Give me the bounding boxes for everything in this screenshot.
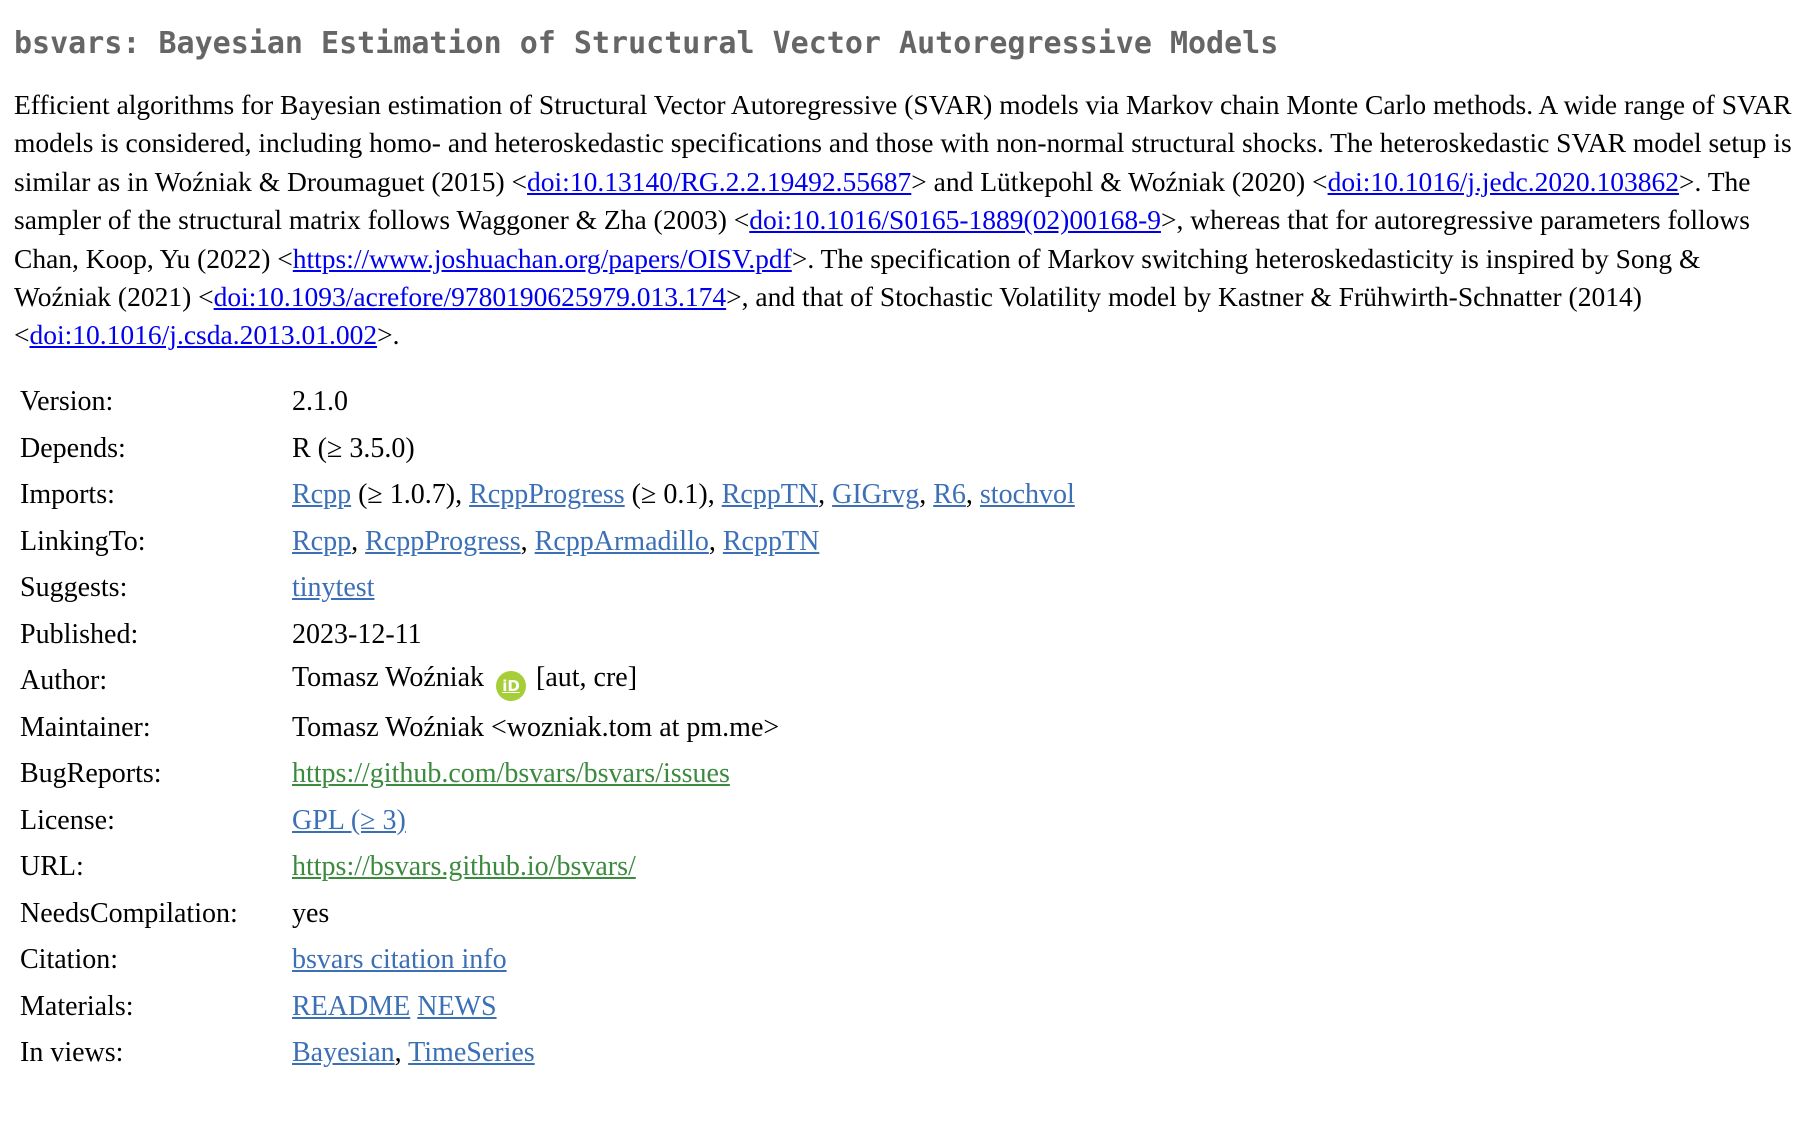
meta-label: Depends: — [20, 432, 126, 464]
meta-row-imports — [14, 472, 1081, 519]
view-link-bayesian[interactable]: Bayesian — [292, 1037, 395, 1069]
meta-row-url — [14, 844, 1081, 891]
package-link-rcpp[interactable]: Rcpp — [292, 479, 352, 511]
meta-label: LinkingTo: — [20, 525, 146, 557]
separator: , — [520, 525, 535, 557]
meta-value: Tomasz Woźniak <wozniak.tom at pm.me> — [292, 711, 780, 743]
meta-label: Published: — [20, 618, 139, 650]
separator: , — [965, 479, 980, 511]
meta-row-license — [14, 797, 1081, 844]
package-link-stochvol[interactable]: stochvol — [979, 479, 1075, 511]
meta-row-inviews — [14, 1030, 1081, 1077]
description-text: Efficient algorithms for Bayesian estimation of Structural Vector Autoregressive (SVAR) models via Markov chain Monte Carlo methods. A wide range of SVAR models is considered, including homo- and heteroskedastic specifications and those with non-normal structural shocks. The heteroskedastic SVAR model setup is similar as in Woźniak & Droumaguet (2015) < — [14, 89, 1792, 197]
doi-link-5[interactable]: doi:10.1016/j.csda.2013.01.002 — [29, 319, 378, 351]
doi-link-1[interactable]: doi:10.13140/RG.2.2.19492.55687 — [527, 165, 912, 197]
package-metadata-table — [14, 379, 1081, 1077]
page-title: bsvars: Bayesian Estimation of Structural Vector Autoregressive Models — [14, 26, 1279, 61]
description-text: >, and that of Stochastic Volatility model by Kastner & Frühwirth-Schnatter (2014) < — [14, 281, 1642, 351]
bugreports-link[interactable]: https://github.com/bsvars/bsvars/issues — [292, 758, 730, 790]
separator: , — [394, 1037, 409, 1069]
license-link[interactable]: GPL (≥ 3) — [292, 804, 406, 836]
meta-row-suggests — [14, 565, 1081, 612]
author-name: Tomasz Woźniak — [292, 661, 484, 693]
meta-value: R (≥ 3.5.0) — [292, 432, 415, 464]
meta-row-version — [14, 379, 1081, 426]
description-text: >. — [377, 319, 400, 351]
meta-value: 2023-12-11 — [292, 618, 422, 650]
package-link-rcppprogress[interactable]: RcppProgress — [469, 479, 625, 511]
description-text: >. The specification of Markov switching heteroskedasticity is inspired by Song & Woźniak (2021) < — [14, 242, 1701, 313]
orcid-icon[interactable]: iD — [496, 671, 526, 701]
author-roles: [aut, cre] — [536, 661, 638, 693]
meta-label: Suggests: — [20, 572, 128, 604]
meta-label: In views: — [20, 1037, 124, 1069]
doi-link-3[interactable]: doi:10.1016/S0165-1889(02)00168-9 — [749, 204, 1161, 236]
meta-value — [286, 565, 1081, 612]
meta-value — [286, 751, 1081, 798]
doi-link-2[interactable]: doi:10.1016/j.jedc.2020.103862 — [1327, 165, 1679, 197]
meta-value — [286, 983, 1081, 1030]
meta-row-materials — [14, 983, 1081, 1030]
meta-value — [286, 844, 1081, 891]
meta-label: Author: — [20, 665, 108, 697]
package-link-rcpptn[interactable]: RcppTN — [722, 525, 820, 557]
separator: , — [919, 479, 934, 511]
separator: , — [818, 479, 833, 511]
meta-label: Citation: — [20, 944, 118, 976]
meta-row-needscompilation — [14, 890, 1081, 937]
meta-value — [286, 658, 1081, 705]
description-text: >, whereas that for autoregressive parameters follows Chan, Koop, Yu (2022) < — [14, 204, 1750, 274]
meta-row-author — [14, 658, 1081, 705]
meta-label: BugReports: — [20, 758, 162, 790]
url-link-oisv[interactable]: https://www.joshuachan.org/papers/OISV.pdf — [292, 242, 792, 274]
separator: , — [351, 525, 366, 557]
meta-row-linkingto — [14, 518, 1081, 565]
package-link-tinytest[interactable]: tinytest — [292, 572, 375, 604]
meta-value — [286, 1030, 1081, 1077]
news-link[interactable]: NEWS — [417, 990, 497, 1022]
meta-row-published — [14, 611, 1081, 658]
description-text: >. The sampler of the structural matrix follows Waggoner & Zha (2003) < — [14, 165, 1751, 236]
meta-row-bugreports — [14, 751, 1081, 798]
meta-value: 2.1.0 — [292, 386, 348, 418]
citation-link[interactable]: bsvars citation info — [292, 944, 507, 976]
package-link-rcpp[interactable]: Rcpp — [292, 525, 352, 557]
description-text: > and Lütkepohl & Woźniak (2020) < — [911, 165, 1328, 197]
meta-label: License: — [20, 804, 115, 836]
doi-link-4[interactable]: doi:10.1093/acrefore/9780190625979.013.174 — [213, 281, 727, 313]
package-link-r6[interactable]: R6 — [933, 479, 966, 511]
meta-value — [286, 937, 1081, 984]
meta-value — [286, 797, 1081, 844]
meta-label: Maintainer: — [20, 711, 151, 743]
meta-label: NeedsCompilation: — [20, 897, 238, 929]
package-link-rcpparmadillo[interactable]: RcppArmadillo — [534, 525, 709, 557]
meta-label: Materials: — [20, 990, 134, 1022]
version-constraint: (≥ 0.1), — [624, 479, 722, 511]
package-link-gigrvg[interactable]: GIGrvg — [832, 479, 920, 511]
meta-value — [286, 472, 1081, 519]
readme-link[interactable]: README — [292, 990, 411, 1022]
meta-row-depends — [14, 425, 1081, 472]
meta-label: Imports: — [20, 479, 115, 511]
meta-label: URL: — [20, 851, 84, 883]
package-link-rcpptn[interactable]: RcppTN — [721, 479, 819, 511]
meta-label: Version: — [20, 386, 114, 418]
package-link-rcppprogress[interactable]: RcppProgress — [365, 525, 521, 557]
meta-row-maintainer — [14, 704, 1081, 751]
meta-value — [286, 518, 1081, 565]
view-link-timeseries[interactable]: TimeSeries — [408, 1037, 535, 1069]
homepage-link[interactable]: https://bsvars.github.io/bsvars/ — [292, 851, 636, 883]
version-constraint: (≥ 1.0.7), — [351, 479, 470, 511]
meta-value: yes — [292, 897, 330, 929]
package-description — [14, 86, 1794, 355]
meta-row-citation — [14, 937, 1081, 984]
separator: , — [708, 525, 723, 557]
